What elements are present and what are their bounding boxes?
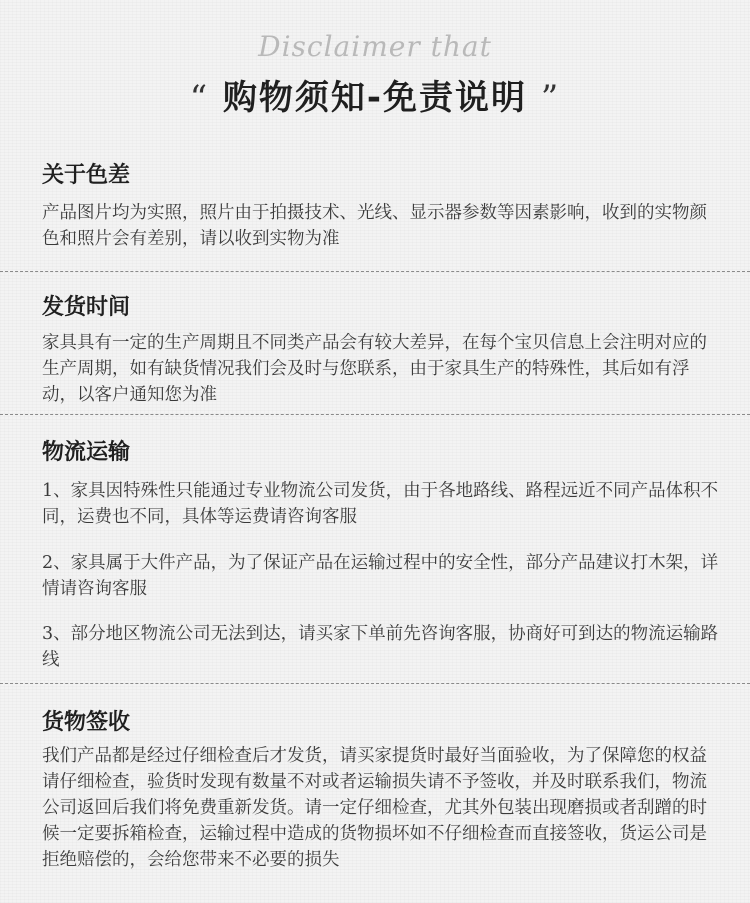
section-divider — [0, 271, 750, 272]
section-heading-shipping-time: 发货时间 — [42, 295, 131, 320]
section-paragraph: 1、家具因特殊性只能通过专业物流公司发货，由于各地路线、路程远近不同产品体积不同，运费也不同，具体等运费请咨询客服 — [42, 481, 719, 527]
section-heading-receipt: 货物签收 — [42, 710, 131, 735]
close-quote: ” — [540, 78, 561, 118]
section-paragraph: 2、家具属于大件产品，为了保证产品在运输过程中的安全性，部分产品建议打木架，详情请咨询客服 — [42, 553, 719, 599]
section-heading-logistics: 物流运输 — [42, 440, 131, 465]
page-title — [0, 70, 750, 119]
section-paragraph: 我们产品都是经过仔细检查后才发货，请买家提货时最好当面验收，为了保障您的权益请仔细检查，验货时发现有数量不对或者运输损失请不予签收，并及时联系我们，物流公司返回后我们将免费重新发货。请一定仔细检查，尤其外包装出现磨损或者刮蹭的时候一定要拆箱检查，运输过程中造成的货物损坏如不仔细检查而直接签收，货运公司是拒绝赔偿的，会给您带来不必要的损失 — [42, 746, 707, 870]
decorative-script-title: Disclaimer that — [258, 30, 492, 63]
section-paragraph: 家具具有一定的生产周期且不同类产品会有较大差异，在每个宝贝信息上会注明对应的生产周期，如有缺货情况我们会及时与您联系，由于家具生产的特殊性，其后如有浮动，以客户通知您为准 — [42, 333, 707, 405]
section-divider — [0, 414, 750, 415]
section-paragraph: 产品图片均为实照，照片由于拍摄技术、光线、显示器参数等因素影响，收到的实物颜色和照片会有差别，请以收到实物为准 — [42, 203, 707, 249]
open-quote: “ — [189, 78, 210, 118]
section-heading-color-difference: 关于色差 — [42, 163, 131, 188]
section-paragraph: 3、部分地区物流公司无法到达，请买家下单前先咨询客服，协商好可到达的物流运输路线 — [42, 624, 719, 670]
page-title-text: 购物须知-免责说明 — [222, 78, 528, 118]
section-divider — [0, 683, 750, 684]
